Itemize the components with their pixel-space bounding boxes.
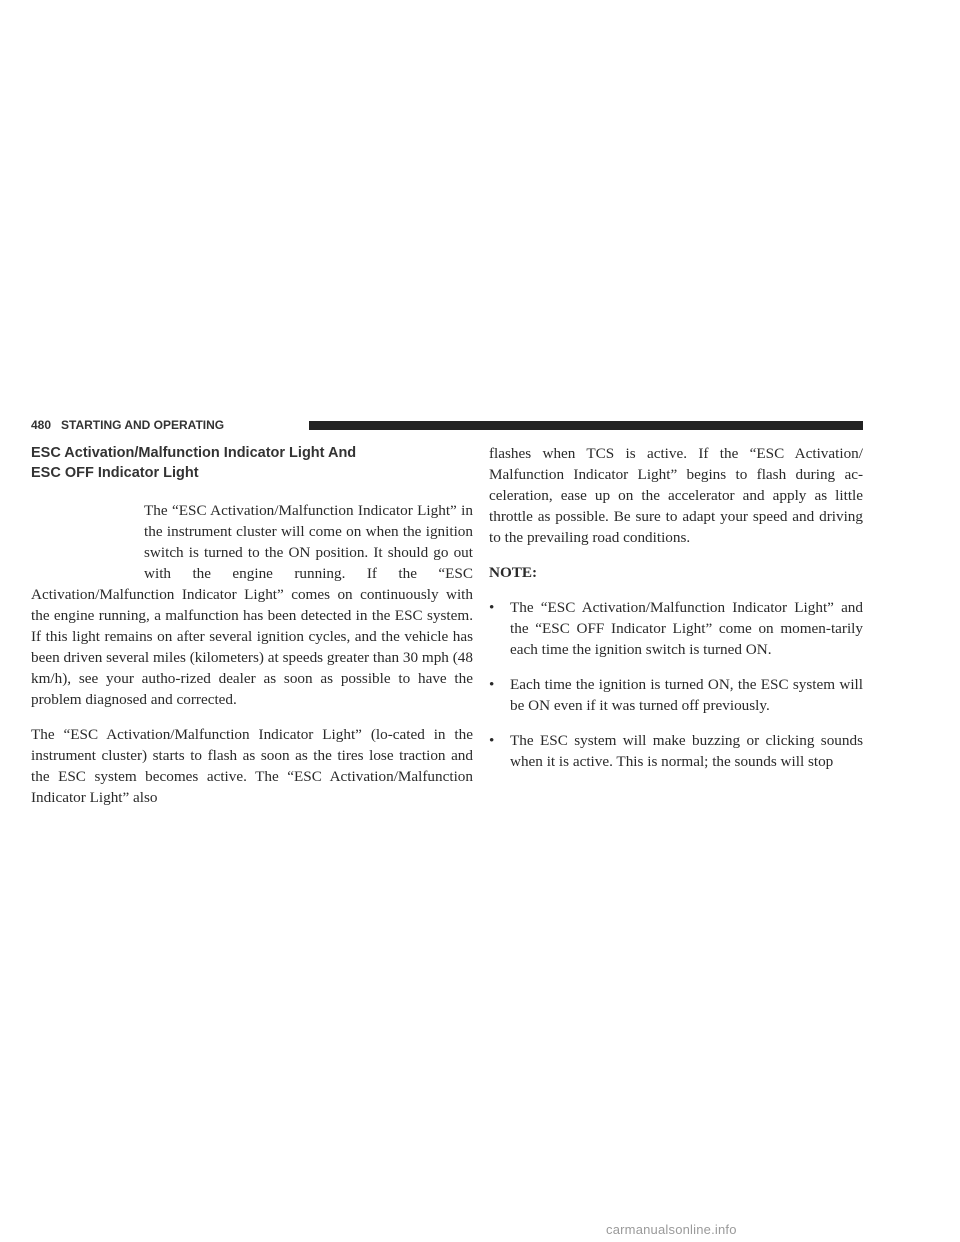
list-item	[489, 674, 863, 716]
heading-line-2: ESC OFF Indicator Light	[31, 465, 199, 481]
note-label: NOTE:	[489, 564, 538, 581]
right-column	[489, 443, 863, 786]
intro-paragraph	[31, 500, 473, 710]
section-title: STARTING AND OPERATING	[61, 418, 225, 432]
page-number: 480	[31, 418, 52, 432]
indicator-icon-placeholder	[31, 500, 144, 584]
list-item	[489, 597, 863, 660]
list-item-text: The “ESC Activation/Malfunction Indicator Light” and the “ESC OFF Indicator Light” come on momen-tarily each time the ignition switch is turned ON.	[510, 599, 863, 658]
list-item-text: The ESC system will make buzzing or clicking sounds when it is active. This is normal; the sounds will stop	[510, 732, 863, 770]
list-item-text: Each time the ignition is turned ON, the ESC system will be ON even if it was turned off previously.	[510, 676, 863, 714]
note-list	[489, 597, 863, 772]
left-column	[31, 443, 473, 822]
watermark: carmanualsonline.info	[606, 1222, 737, 1237]
flash-paragraph: The “ESC Activation/Malfunction Indicator Light” (lo-cated in the instrument cluster) starts to flash as soon as the tires lose traction and the ESC system becomes active. The “ESC Activation/Malfunction Indicator Light” also	[31, 726, 473, 806]
heading-line-1: ESC Activation/Malfunction Indicator Light And	[31, 445, 357, 461]
page-header	[31, 418, 863, 432]
bullet-icon: •	[489, 732, 495, 749]
bullet-icon: •	[489, 676, 495, 693]
continued-paragraph: flashes when TCS is active. If the “ESC Activation/ Malfunction Indicator Light” begins to flash during ac-celeration, ease up on the accelerator and apply as little throttle as possible. Be sure to adapt your speed and driving to the prevailing road conditions.	[489, 445, 863, 546]
intro-text: The “ESC Activation/Malfunction Indicator Light” in the instrument cluster will come on when the ignition switch is turned to the ON position. It should go out with the engine running. If the “ESC Activation/Malfunction Indicator Light” comes on continuously with the engine running, a malfunction has been detected in the ESC system. If this light remains on after several ignition cycles, and the vehicle has been driven several miles (kilometers) at speeds greater than 30 mph (48 km/h), see your autho-rized dealer as soon as possible to have the problem diagnosed and corrected.	[31, 502, 473, 708]
section-heading	[31, 443, 473, 483]
header-rule	[309, 421, 863, 430]
list-item	[489, 730, 863, 772]
bullet-icon: •	[489, 599, 495, 616]
